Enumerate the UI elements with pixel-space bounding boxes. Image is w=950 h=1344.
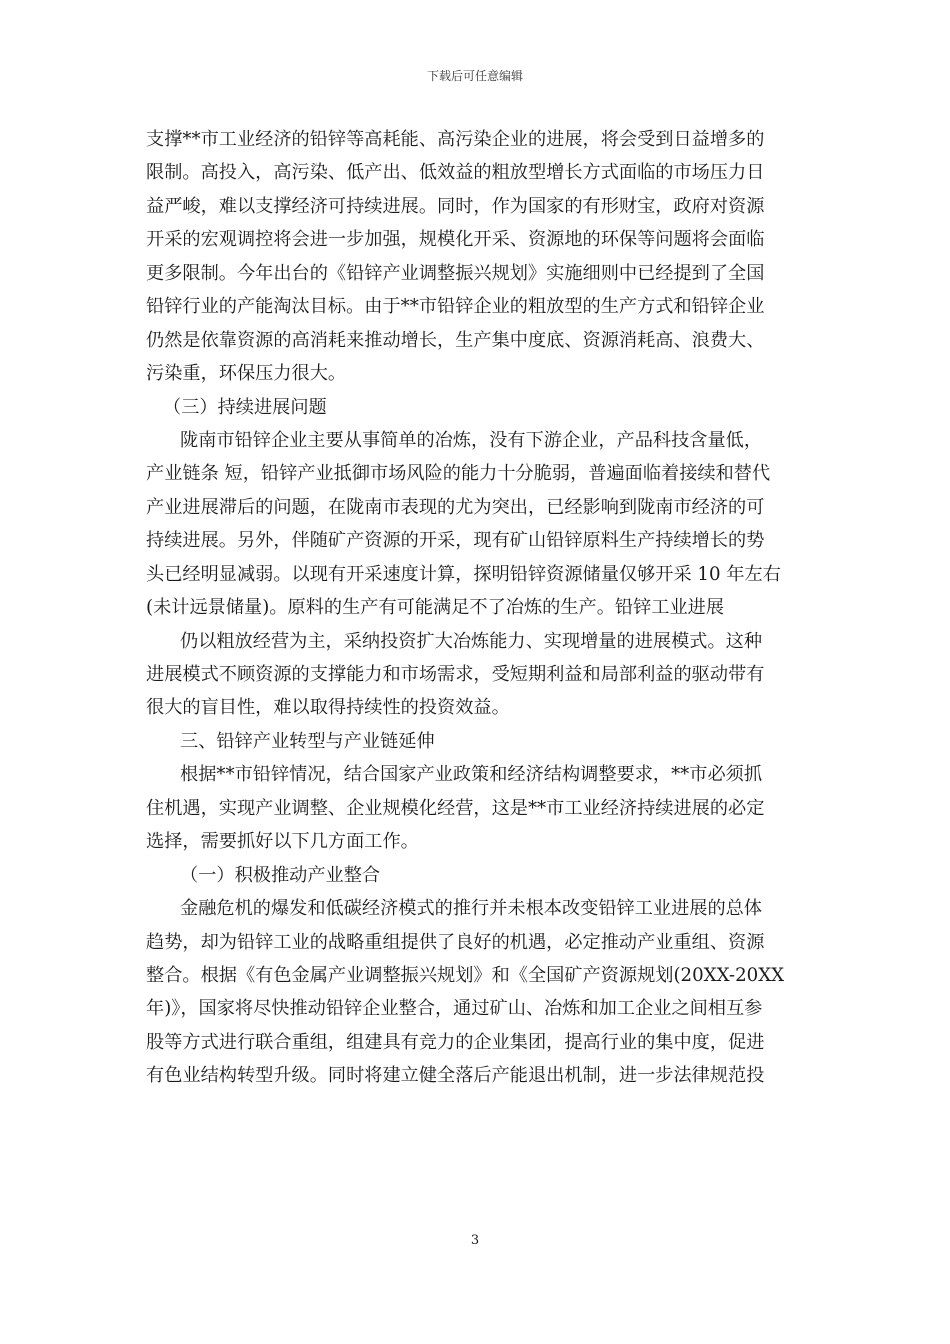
text-line: (未计远景储量)。原料的生产有可能满足不了冶炼的生产。铅锌工业进展 <box>146 597 725 619</box>
text-line: 支撑**市工业经济的铅锌等高耗能、高污染企业的进展，将会受到日益增多的 <box>146 129 765 150</box>
text-line: 很大的盲目性，难以取得持续性的投资效益。 <box>146 697 510 719</box>
text-line: 益严峻，难以支撑经济可持续进展。同时，作为国家的有形财宝，政府对资源 <box>146 195 765 217</box>
text-line: 开采的宏观调控将会进一步加强，规模化开采、资源地的环保等问题将会面临 <box>146 229 765 251</box>
text-line: 有色业结构转型升级。同时将建立健全落后产能退出机制，进一步法律规范投 <box>146 1065 765 1087</box>
text-line: 股等方式进行联合重组，组建具有竞力的企业集团，提高行业的集中度，促进 <box>146 1031 765 1053</box>
text-line: 年)》，国家将尽快推动铅锌企业整合，通过矿山、冶炼和加工企业之间相互参 <box>146 998 763 1020</box>
text-line: 整合。根据《有色金属产业调整振兴规划》和《全国矿产资源规划(20XX-20XX <box>146 964 785 986</box>
text-line: 趋势，却为铅锌工业的战略重组提供了良好的机遇，必定推动产业重组、资源 <box>146 931 765 953</box>
text-line: 持续进展。另外，伴随矿产资源的开采，现有矿山铅锌原料生产持续增长的势 <box>146 530 765 552</box>
text-line: 铅锌行业的产能淘汰目标。由于**市铅锌企业的粗放型的生产方式和铅锌企业 <box>146 296 765 318</box>
text-line: 头已经明显减弱。以现有开采速度计算，探明铅锌资源储量仅够开采 10 年左右 <box>146 563 781 585</box>
section-heading: （三）持续进展问题 <box>163 396 327 418</box>
section-heading: 三、铅锌产业转型与产业链延伸 <box>180 730 435 752</box>
text-line: 产业进展滞后的问题，在陇南市表现的尤为突出，已经影响到陇南市经济的可 <box>146 496 765 518</box>
text-line: 产业链条 短，铅锌产业抵御市场风险的能力十分脆弱，普遍面临着接续和替代 <box>146 463 771 485</box>
page-header: 下载后可任意编辑 <box>426 69 523 83</box>
section-heading: （一）积极推动产业整合 <box>180 864 381 886</box>
text-line: 仍以粗放经营为主，采纳投资扩大冶炼能力、实现增量的进展模式。这种 <box>180 630 763 652</box>
text-line: 更多限制。今年出台的《铅锌产业调整振兴规划》实施细则中已经提到了全国 <box>146 262 765 284</box>
text-line: 金融危机的爆发和低碳经济模式的推行并未根本改变铅锌工业进展的总体 <box>180 898 763 920</box>
text-line: 仍然是依靠资源的高消耗来推动增长，生产集中度底、资源消耗高、浪费大、 <box>146 329 765 351</box>
text-line: 污染重，环保压力很大。 <box>146 363 347 385</box>
text-line: 根据**市铅锌情况，结合国家产业政策和经济结构调整要求，**市必须抓 <box>180 764 763 786</box>
text-line: 陇南市铅锌企业主要从事简单的冶炼，没有下游企业，产品科技含量低， <box>180 429 763 451</box>
document-body <box>146 123 806 1093</box>
text-line: 进展模式不顾资源的支撑能力和市场需求，受短期利益和局部利益的驱动带有 <box>146 664 765 685</box>
text-line: 限制。高投入，高污染、低产出、低效益的粗放型增长方式面临的市场压力日 <box>146 162 765 184</box>
text-line: 选择，需要抓好以下几方面工作。 <box>146 831 419 853</box>
page-number: 3 <box>470 1233 480 1248</box>
text-line: 住机遇，实现产业调整、企业规模化经营，这是**市工业经济持续进展的必定 <box>146 797 765 819</box>
